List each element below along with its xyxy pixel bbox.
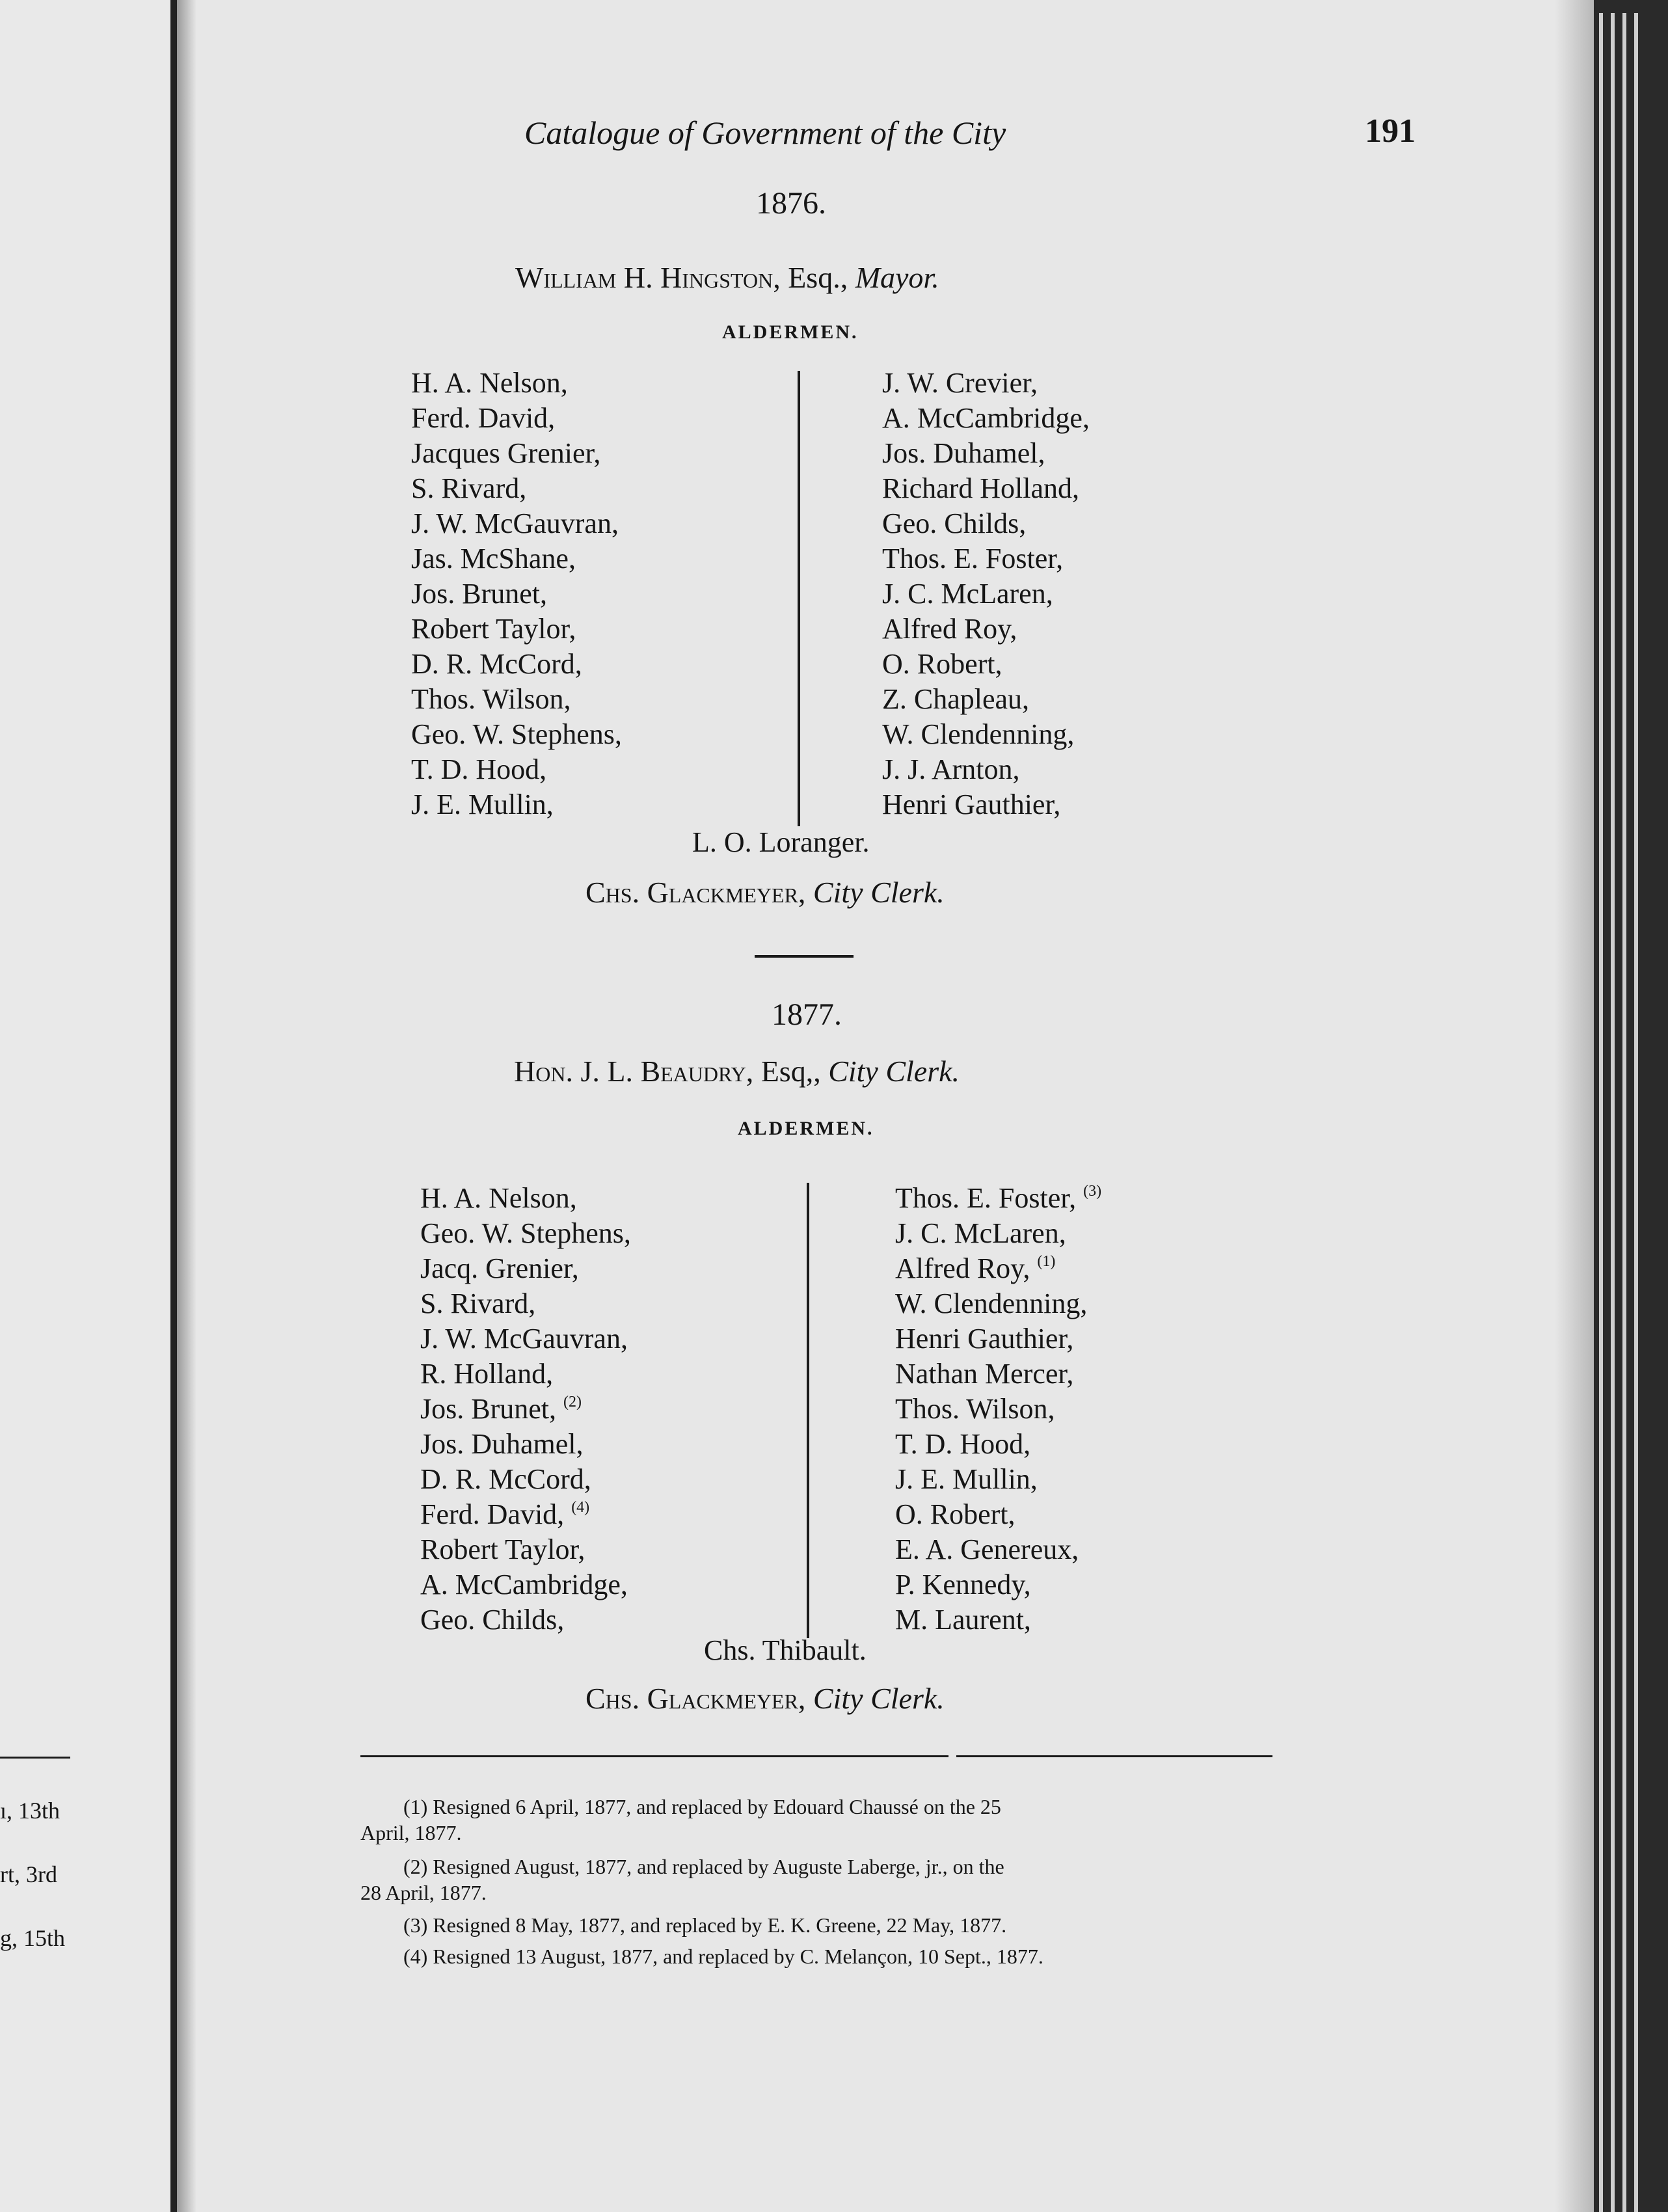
alderman-entry: Geo. W. Stephens,: [420, 1217, 631, 1249]
gutter-shadow: [177, 0, 196, 2212]
mayor-suffix: , Esq.,: [773, 261, 855, 294]
alderman-entry: S. Rivard,: [420, 1288, 536, 1319]
previous-page-fragment: g, 15th: [0, 1925, 66, 1951]
mayor-suffix: , Esq,,: [746, 1055, 829, 1088]
alderman-name: J. J. Arnton,: [882, 753, 1020, 785]
mayor-name: William H. Hingston: [515, 261, 773, 294]
alderman-name: Jos. Duhamel,: [882, 437, 1045, 469]
alderman-name: Geo. Childs,: [882, 507, 1027, 539]
alderman-name: T. D. Hood,: [411, 753, 547, 785]
alderman-name: S. Rivard,: [411, 472, 527, 504]
alderman-entry: Thos. E. Foster, $^{(3)}$: [895, 1182, 1102, 1214]
alderman-entry: Jos. Brunet, $^{(2)}$: [420, 1393, 582, 1425]
aldermen-heading-1876: ALDERMEN.: [722, 321, 859, 343]
alderman-entry: W. Clendenning,: [895, 1288, 1088, 1319]
footnote-2-line-2: 28 April, 1877.: [360, 1881, 487, 1904]
aldermen-right-column-1877: [895, 1174, 1102, 1636]
alderman-name: Thos. Wilson,: [411, 683, 571, 715]
last-alderman-1876: L. O. Loranger.: [692, 826, 870, 858]
alderman-entry: Jos. Duhamel,: [420, 1428, 584, 1460]
alderman-entry: Henri Gauthier,: [895, 1323, 1074, 1355]
section-divider: [755, 955, 854, 958]
alderman-entry: Robert Taylor,: [420, 1533, 585, 1565]
clerk-title: City Clerk.: [813, 876, 945, 909]
aldermen-right-column-1876: [882, 366, 1090, 822]
alderman-name: Jos. Brunet,: [411, 578, 547, 610]
alderman-entry: T. D. Hood,: [895, 1428, 1031, 1460]
alderman-name: W. Clendenning,: [882, 718, 1075, 750]
column-divider-1877: [807, 1183, 809, 1638]
alderman-entry: Thos. Wilson,: [895, 1393, 1055, 1425]
mayor-title: City Clerk.: [828, 1055, 960, 1088]
alderman-entry: P. Kennedy,: [895, 1569, 1031, 1600]
alderman-entry: Ferd. David, $^{(4)}$: [420, 1498, 590, 1530]
page-number: 191: [1365, 113, 1416, 150]
footnote-1-line-2: April, 1877.: [360, 1821, 462, 1844]
alderman-name: J. C. McLaren,: [882, 578, 1053, 610]
alderman-name: A. McCambridge,: [882, 402, 1090, 434]
footnote-3: (3) Resigned 8 May, 1877, and replaced by E. K. Greene, 22 May, 1877.: [403, 1913, 1007, 1937]
alderman-entry: O. Robert,: [895, 1498, 1016, 1530]
alderman-name: Alfred Roy,: [882, 613, 1017, 645]
alderman-entry: M. Laurent,: [895, 1604, 1031, 1636]
page-edge-shadow: [1555, 0, 1594, 2212]
previous-page-fragment: ı, 13th: [0, 1798, 61, 1824]
footnote-2-line-1: (2) Resigned August, 1877, and replaced by Auguste Laberge, jr., on the: [403, 1855, 1004, 1878]
alderman-entry: H. A. Nelson,: [420, 1182, 577, 1214]
alderman-entry: J. E. Mullin,: [895, 1463, 1038, 1495]
column-divider-1876: [798, 371, 800, 826]
alderman-name: Ferd. David,: [411, 402, 556, 434]
alderman-entry: Jacq. Grenier,: [420, 1252, 579, 1284]
alderman-name: Robert Taylor,: [411, 613, 576, 645]
alderman-name: Thos. E. Foster,: [882, 543, 1064, 574]
footnote-rule-right: [956, 1755, 1272, 1757]
previous-page-fragment: rt, 3rd: [0, 1861, 57, 1887]
alderman-entry: Geo. Childs,: [420, 1604, 565, 1636]
alderman-entry: J. C. McLaren,: [895, 1217, 1066, 1249]
alderman-name: Geo. W. Stephens,: [411, 718, 622, 750]
alderman-entry: E. A. Genereux,: [895, 1533, 1079, 1565]
aldermen-left-column-1876: [411, 366, 622, 822]
footnote-4: (4) Resigned 13 August, 1877, and replaced by C. Melançon, 10 Sept., 1877.: [403, 1945, 1043, 1968]
footnote-1-line-1: (1) Resigned 6 April, 1877, and replaced by Edouard Chaussé on the 25: [403, 1795, 1001, 1818]
book-gutter: [170, 0, 177, 2212]
alderman-name: Henri Gauthier,: [882, 789, 1061, 820]
clerk-name: Chs. Glackmeyer: [585, 1682, 798, 1715]
year-heading-1876: 1876.: [756, 186, 826, 221]
alderman-name: D. R. McCord,: [411, 648, 582, 680]
alderman-name: Jas. McShane,: [411, 543, 576, 574]
alderman-name: H. A. Nelson,: [411, 367, 568, 399]
year-heading-1877: 1877.: [772, 997, 842, 1032]
last-alderman-1877: Chs. Thibault.: [704, 1634, 867, 1666]
alderman-name: Richard Holland,: [882, 472, 1080, 504]
alderman-name: J. E. Mullin,: [411, 789, 554, 820]
clerk-name: Chs. Glackmeyer: [585, 876, 798, 909]
mayor-title: Mayor.: [855, 261, 939, 294]
book-edge: [1594, 0, 1668, 2212]
alderman-entry: Alfred Roy, $^{(1)}$: [895, 1252, 1056, 1284]
alderman-entry: A. McCambridge,: [420, 1569, 628, 1600]
clerk-line-1876: Chs. Glackmeyer, City Clerk.: [585, 876, 945, 909]
previous-page-rule: [0, 1757, 70, 1759]
aldermen-left-column-1877: [420, 1174, 631, 1636]
mayor-name: Hon. J. L. Beaudry: [514, 1055, 746, 1088]
running-head: Catalogue of Government of the City: [524, 115, 1006, 151]
clerk-title: City Clerk.: [813, 1682, 945, 1715]
alderman-entry: R. Holland,: [420, 1358, 554, 1390]
mayor-line-1876: [515, 260, 939, 295]
aldermen-heading-1877: ALDERMEN.: [738, 1118, 874, 1139]
alderman-entry: D. R. McCord,: [420, 1463, 591, 1495]
alderman-entry: Nathan Mercer,: [895, 1358, 1074, 1390]
alderman-name: Z. Chapleau,: [882, 683, 1030, 715]
footnote-rule-left: [360, 1755, 948, 1757]
alderman-entry: J. W. McGauvran,: [420, 1323, 628, 1355]
alderman-name: J. W. McGauvran,: [411, 507, 619, 539]
mayor-line-1877: [514, 1054, 960, 1088]
clerk-line-1877: Chs. Glackmeyer, City Clerk.: [585, 1682, 945, 1715]
alderman-name: O. Robert,: [882, 648, 1002, 680]
alderman-name: J. W. Crevier,: [882, 367, 1038, 399]
alderman-name: Jacques Grenier,: [411, 437, 601, 469]
